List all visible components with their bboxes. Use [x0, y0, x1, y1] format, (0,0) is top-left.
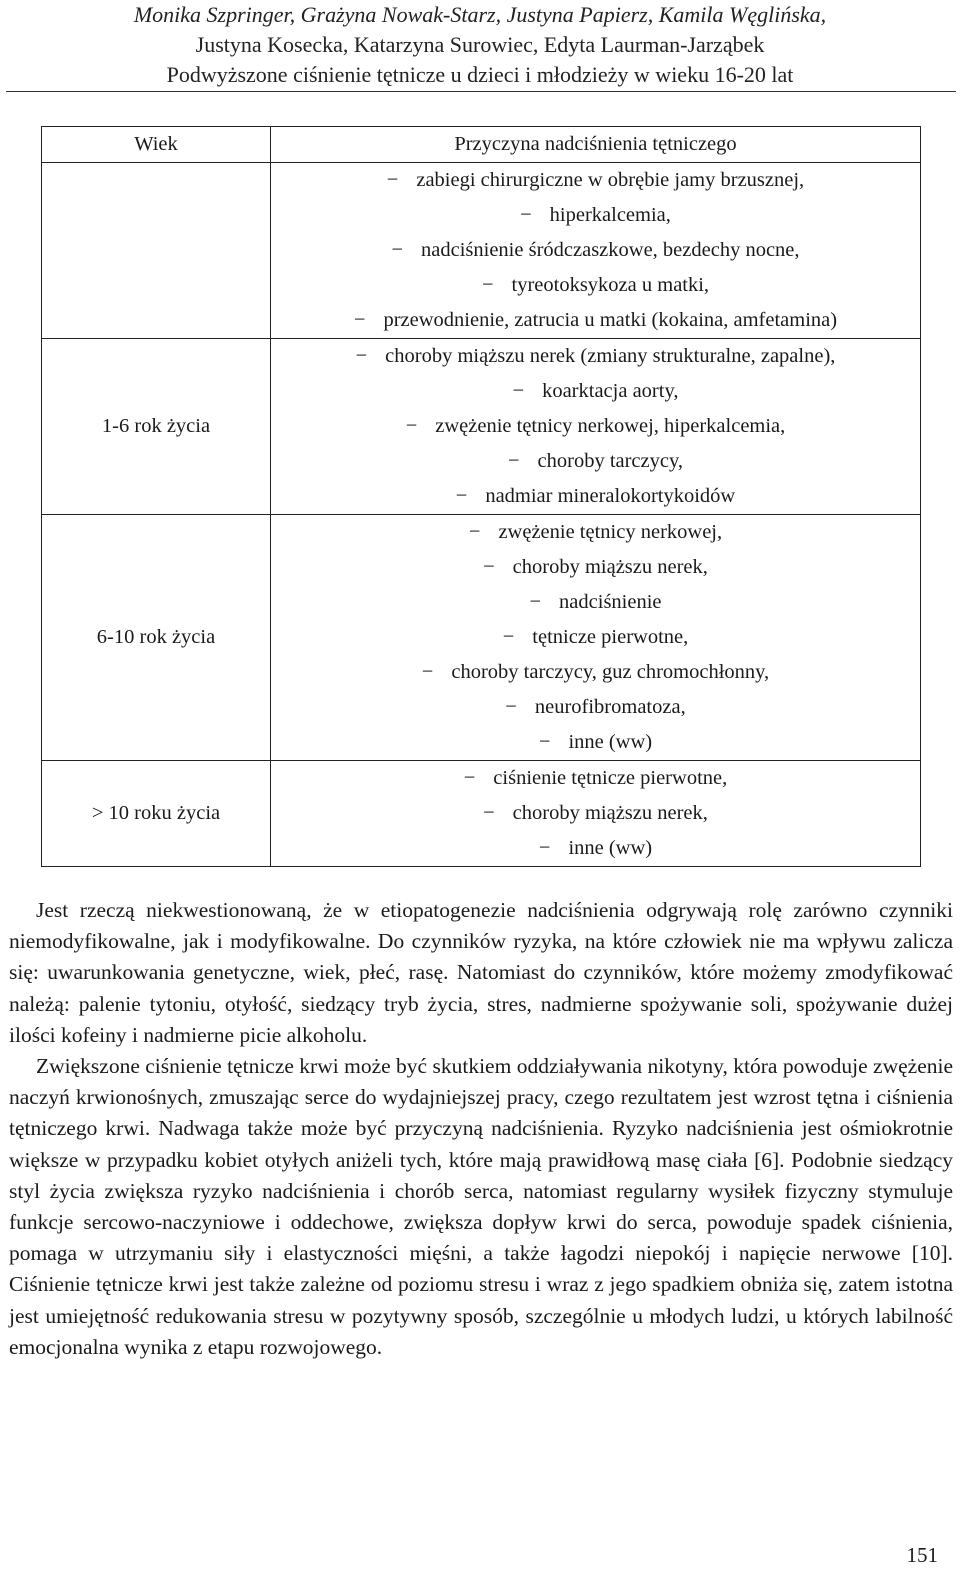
page-number: 151 [906, 1543, 938, 1567]
dash-bullet: − [520, 204, 532, 226]
cause-text: nadmiar mineralokortykoidów [485, 485, 736, 507]
cause-text: przewodnienie, zatrucia u matki (kokaina, amfetamina) [383, 309, 838, 331]
table-body [42, 163, 921, 867]
cause-text: ciśnienie tętnicze pierwotne, [493, 767, 728, 789]
list-item [271, 515, 920, 550]
table-row [42, 163, 921, 339]
dash-bullet: − [468, 521, 481, 543]
dash-bullet: − [386, 169, 399, 191]
list-item [271, 198, 920, 233]
list-item [271, 444, 920, 479]
causes-table [41, 126, 921, 867]
header-age: Wiek [42, 127, 271, 163]
dash-bullet: − [391, 239, 404, 261]
dash-bullet: − [481, 274, 494, 296]
cause-text: nadciśnienie [559, 591, 662, 613]
body-text [9, 895, 953, 1363]
list-item [271, 796, 920, 831]
list-item [271, 550, 920, 585]
dash-bullet: − [483, 556, 495, 578]
list-item [271, 409, 920, 444]
dash-bullet: − [512, 380, 525, 402]
paragraph-2: Zwiększone ciśnienie tętnicze krwi może być skutkiem oddziaływania nikotyny, która powoduje zwężenie naczyń krwionośnych, zmuszając serce do wydajniejszej pracy, czego rezultatem jest wzrost tętna i ciśnienia tętniczego krwi. Nadwaga także może być przyczyną nadciśnienia. Ryzyko nadciśnienia jest ośmiokrotnie większe w przypadku kobiet otyłych aniżeli tych, które mają prawidłową masę ciała [6]. Podobnie siedzący styl życia zwiększa ryzyko nadciśnienia i chorób serca, natomiast regularny wysiłek fizyczny stymuluje funkcje sercowo-naczyniowe i oddechowe, zwiększa dopływ krwi do serca, powoduje spadek ciśnienia, pomaga w utrzymaniu siły i elastyczności mięśni, a także łagodzi niepokój i napięcie nerwowe [10]. Ciśnienie tętnicze krwi jest także zależne od poziomu stresu i wraz z jego spadkiem obniża się, zatem istotna jest umiejętność redukowania stresu w pozytywny sposób, szczególnie u młodych ludzi, u których labilność emocjonalna wynika z etapu rozwojowego. [9, 1054, 953, 1359]
dash-bullet: − [538, 837, 551, 859]
cause-text: inne (ww) [568, 731, 653, 753]
dash-bullet: − [353, 309, 366, 331]
cause-text: koarktacja aorty, [542, 380, 679, 402]
list-item [271, 690, 920, 725]
cause-list [271, 515, 920, 760]
dash-bullet: − [529, 591, 542, 613]
cause-list [271, 339, 920, 514]
paragraph-1: Jest rzeczą niekwestionowaną, że w etiopatogenezie nadciśnienia odgrywają rolę zarówno czynniki niemodyfikowalne, jak i modyfikowalne. Do czynników ryzyka, na które człowiek nie ma wpływu zalicza się: uwarunkowania genetyczne, wiek, płeć, rasę. Natomiast do czynników, które możemy zmodyfikować należą: palenie tytoniu, otyłość, siedzący tryb życia, stres, nadmierne spożywanie soli, spożywanie dużej ilości kofeiny i nadmierne picie alkoholu. [9, 898, 953, 1047]
age-cell: > 10 roku życia [42, 761, 271, 867]
cause-text: zabiegi chirurgiczne w obrębie jamy brzusznej, [416, 169, 805, 191]
table-row [42, 339, 921, 515]
dash-bullet: − [502, 626, 515, 648]
age-cell: 6-10 rok życia [42, 515, 271, 761]
header-cause: Przyczyna nadciśnienia tętniczego [271, 127, 921, 163]
cause-cell [271, 515, 921, 761]
cause-text: nadciśnienie śródczaszkowe, bezdechy nocne, [421, 239, 800, 261]
cause-text: neurofibromatoza, [534, 696, 686, 718]
cause-text: choroby tarczycy, [537, 450, 684, 472]
cause-list [271, 163, 920, 338]
list-item [271, 233, 920, 268]
cause-text: zwężenie tętnicy nerkowej, [498, 521, 723, 543]
list-item [271, 620, 920, 655]
list-item [271, 655, 920, 690]
dash-bullet: − [355, 345, 368, 367]
list-item [271, 339, 920, 374]
cause-cell [271, 339, 921, 515]
cause-text: inne (ww) [568, 837, 653, 859]
page-header [0, 0, 960, 90]
cause-cell [271, 163, 921, 339]
cause-text: choroby miąższu nerek, [512, 802, 708, 824]
dash-bullet: − [507, 450, 520, 472]
list-item [271, 374, 920, 409]
cause-list [271, 761, 920, 866]
dash-bullet: − [421, 661, 434, 683]
table-header-row [42, 127, 921, 163]
list-item [271, 831, 920, 866]
cause-text: choroby miąższu nerek (zmiany strukturalne, zapalne), [385, 345, 836, 367]
table-row [42, 515, 921, 761]
cause-text: choroby tarczycy, guz chromochłonny, [451, 661, 770, 683]
list-item [271, 268, 920, 303]
running-title: Podwyższone ciśnienie tętnicze u dzieci i młodzieży w wieku 16-20 lat [166, 62, 794, 87]
authors-line-1: Monika Szpringer, Grażyna Nowak-Starz, Justyna Papierz, Kamila Węglińska, [133, 2, 827, 27]
cause-text: tętnicze pierwotne, [532, 626, 689, 648]
cause-text: tyreotoksykoza u matki, [511, 274, 710, 296]
dash-bullet: − [538, 731, 551, 753]
age-cell [42, 163, 271, 339]
authors-line-2: Justyna Kosecka, Katarzyna Surowiec, Edyta Laurman-Jarząbek [195, 32, 765, 57]
list-item [271, 585, 920, 620]
list-item [271, 725, 920, 760]
dash-bullet: − [505, 696, 517, 718]
dash-bullet: − [463, 767, 476, 789]
age-cell: 1-6 rok życia [42, 339, 271, 515]
list-item [271, 163, 920, 198]
list-item [271, 761, 920, 796]
cause-text: zwężenie tętnicy nerkowej, hiperkalcemia, [435, 415, 786, 437]
cause-text: choroby miąższu nerek, [512, 556, 708, 578]
dash-bullet: − [405, 415, 418, 437]
cause-cell [271, 761, 921, 867]
dash-bullet: − [455, 485, 468, 507]
list-item [271, 479, 920, 514]
header-rule [6, 91, 956, 92]
dash-bullet: − [483, 802, 495, 824]
cause-text: hiperkalcemia, [549, 204, 671, 226]
table-row [42, 761, 921, 867]
list-item [271, 303, 920, 338]
